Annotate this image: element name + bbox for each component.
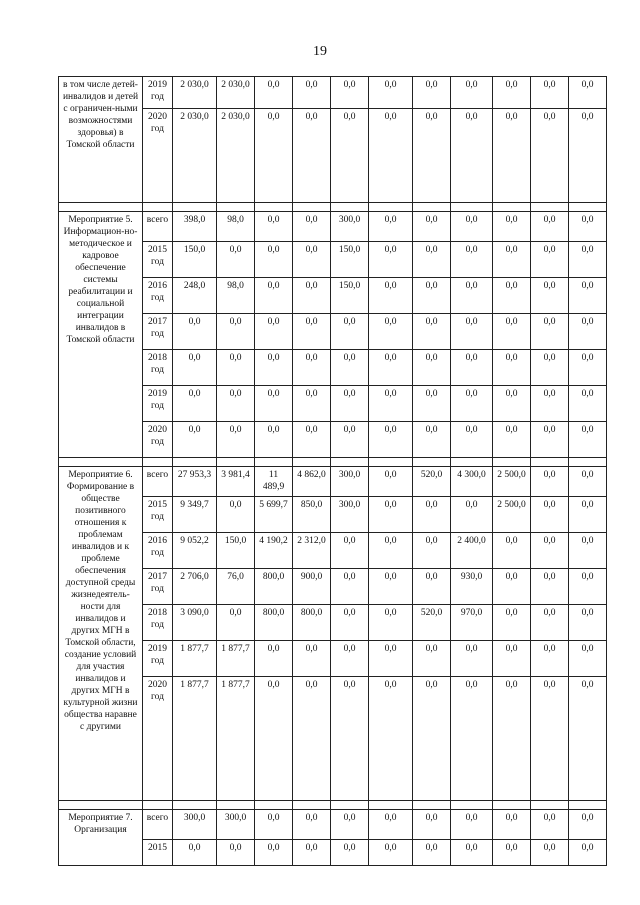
value-cell: 0,0: [217, 350, 255, 386]
measure-label: Мероприятие 6. Формирование в обществе позитивного отношения к проблемам инвалидов и к проблеме обеспечения доступной среды жизнедеятель-ности для инвалидов и других МГН в Томской области, создание условий для участия инвалидов и других МГН в культурной жизни общества наравне с другими: [59, 467, 143, 801]
value-cell: 0,0: [451, 497, 493, 533]
value-cell: 0,0: [569, 641, 607, 677]
value-cell: 0,0: [531, 677, 569, 801]
value-cell: 0,0: [451, 641, 493, 677]
value-cell: 2 500,0: [493, 497, 531, 533]
value-cell: 0,0: [217, 386, 255, 422]
value-cell: 0,0: [293, 386, 331, 422]
value-cell: 300,0: [331, 467, 369, 497]
value-cell: 0,0: [369, 386, 413, 422]
value-cell: 0,0: [293, 422, 331, 458]
value-cell: 0,0: [451, 677, 493, 801]
value-cell: 150,0: [331, 278, 369, 314]
value-cell: 800,0: [255, 569, 293, 605]
value-cell: 0,0: [493, 77, 531, 109]
value-cell: 0,0: [569, 497, 607, 533]
value-cell: 0,0: [331, 386, 369, 422]
value-cell: 0,0: [493, 810, 531, 840]
value-cell: 0,0: [493, 840, 531, 866]
value-cell: 0,0: [255, 212, 293, 242]
table-row: [59, 77, 607, 109]
value-cell: 0,0: [569, 350, 607, 386]
value-cell: 0,0: [413, 242, 451, 278]
value-cell: 300,0: [173, 810, 217, 840]
value-cell: 0,0: [493, 212, 531, 242]
value-cell: 970,0: [451, 605, 493, 641]
value-cell: 0,0: [173, 386, 217, 422]
page-number: 19: [313, 44, 327, 59]
value-cell: 0,0: [331, 641, 369, 677]
value-cell: 0,0: [451, 810, 493, 840]
value-cell: 0,0: [531, 641, 569, 677]
value-cell: 2 030,0: [217, 109, 255, 203]
value-cell: 0,0: [493, 677, 531, 801]
value-cell: 0,0: [331, 840, 369, 866]
year-cell: всего: [143, 467, 173, 497]
value-cell: 0,0: [413, 677, 451, 801]
value-cell: 900,0: [293, 569, 331, 605]
value-cell: 0,0: [413, 641, 451, 677]
value-cell: 850,0: [293, 497, 331, 533]
value-cell: 4 862,0: [293, 467, 331, 497]
value-cell: 0,0: [331, 533, 369, 569]
value-cell: 0,0: [569, 422, 607, 458]
value-cell: 300,0: [331, 212, 369, 242]
value-cell: 0,0: [413, 350, 451, 386]
year-cell: всего: [143, 212, 173, 242]
value-cell: 0,0: [451, 242, 493, 278]
value-cell: 0,0: [369, 677, 413, 801]
value-cell: 0,0: [255, 350, 293, 386]
value-cell: 11 489,9: [255, 467, 293, 497]
value-cell: 248,0: [173, 278, 217, 314]
value-cell: 0,0: [569, 212, 607, 242]
value-cell: 0,0: [369, 840, 413, 866]
value-cell: 2 030,0: [173, 109, 217, 203]
year-cell: 2020 год: [143, 422, 173, 458]
value-cell: 0,0: [173, 350, 217, 386]
value-cell: 0,0: [531, 109, 569, 203]
value-cell: 76,0: [217, 569, 255, 605]
value-cell: 0,0: [569, 467, 607, 497]
value-cell: 9 052,2: [173, 533, 217, 569]
value-cell: 0,0: [369, 109, 413, 203]
value-cell: 0,0: [569, 77, 607, 109]
value-cell: 0,0: [493, 242, 531, 278]
value-cell: 150,0: [217, 533, 255, 569]
value-cell: 0,0: [369, 77, 413, 109]
value-cell: 0,0: [531, 497, 569, 533]
value-cell: 0,0: [493, 605, 531, 641]
value-cell: 0,0: [569, 278, 607, 314]
value-cell: 0,0: [451, 109, 493, 203]
value-cell: 0,0: [451, 314, 493, 350]
value-cell: 0,0: [413, 314, 451, 350]
value-cell: 150,0: [331, 242, 369, 278]
value-cell: 0,0: [531, 422, 569, 458]
value-cell: 0,0: [569, 533, 607, 569]
value-cell: 0,0: [293, 242, 331, 278]
value-cell: 0,0: [331, 605, 369, 641]
value-cell: 0,0: [413, 840, 451, 866]
value-cell: 0,0: [413, 569, 451, 605]
value-cell: 800,0: [293, 605, 331, 641]
value-cell: 0,0: [293, 350, 331, 386]
value-cell: 0,0: [293, 278, 331, 314]
block-separator: [59, 801, 607, 810]
value-cell: 0,0: [217, 497, 255, 533]
value-cell: 800,0: [255, 605, 293, 641]
value-cell: 0,0: [493, 641, 531, 677]
value-cell: 2 030,0: [173, 77, 217, 109]
value-cell: 0,0: [255, 840, 293, 866]
value-cell: 0,0: [493, 350, 531, 386]
value-cell: 0,0: [255, 314, 293, 350]
value-cell: 4 300,0: [451, 467, 493, 497]
value-cell: 0,0: [369, 569, 413, 605]
value-cell: 0,0: [293, 212, 331, 242]
value-cell: 0,0: [569, 569, 607, 605]
value-cell: 1 877,7: [217, 677, 255, 801]
value-cell: 0,0: [217, 314, 255, 350]
value-cell: 0,0: [255, 677, 293, 801]
value-cell: 98,0: [217, 278, 255, 314]
value-cell: 0,0: [569, 810, 607, 840]
value-cell: 0,0: [413, 386, 451, 422]
value-cell: 0,0: [531, 212, 569, 242]
value-cell: 0,0: [451, 350, 493, 386]
value-cell: 0,0: [493, 109, 531, 203]
value-cell: 2 706,0: [173, 569, 217, 605]
year-cell: 2015 год: [143, 242, 173, 278]
value-cell: 0,0: [531, 605, 569, 641]
value-cell: 0,0: [531, 278, 569, 314]
value-cell: 0,0: [531, 386, 569, 422]
value-cell: 0,0: [293, 677, 331, 801]
value-cell: 0,0: [331, 77, 369, 109]
value-cell: 0,0: [173, 422, 217, 458]
year-cell: 2015 год: [143, 497, 173, 533]
value-cell: 0,0: [451, 212, 493, 242]
value-cell: 0,0: [451, 422, 493, 458]
value-cell: 0,0: [369, 314, 413, 350]
value-cell: 0,0: [217, 242, 255, 278]
value-cell: 1 877,7: [173, 641, 217, 677]
value-cell: 0,0: [255, 386, 293, 422]
year-cell: 2016 год: [143, 533, 173, 569]
value-cell: 0,0: [255, 422, 293, 458]
value-cell: 0,0: [255, 278, 293, 314]
value-cell: 0,0: [569, 314, 607, 350]
value-cell: 0,0: [493, 422, 531, 458]
table-row: [59, 810, 607, 840]
value-cell: 0,0: [331, 314, 369, 350]
year-cell: 2019 год: [143, 641, 173, 677]
value-cell: 0,0: [413, 212, 451, 242]
value-cell: 0,0: [451, 77, 493, 109]
measure-label: в том числе детей-инвалидов и детей с ограничен-ными возможностями здоровья) в Томской области: [59, 77, 143, 203]
value-cell: 0,0: [331, 109, 369, 203]
value-cell: 0,0: [531, 840, 569, 866]
value-cell: 0,0: [493, 533, 531, 569]
value-cell: 2 500,0: [493, 467, 531, 497]
value-cell: 0,0: [331, 350, 369, 386]
value-cell: 0,0: [569, 386, 607, 422]
value-cell: 0,0: [493, 386, 531, 422]
value-cell: 0,0: [531, 242, 569, 278]
value-cell: 0,0: [413, 422, 451, 458]
year-cell: 2017 год: [143, 314, 173, 350]
value-cell: 398,0: [173, 212, 217, 242]
value-cell: 0,0: [293, 840, 331, 866]
value-cell: 0,0: [293, 77, 331, 109]
value-cell: 0,0: [255, 242, 293, 278]
value-cell: 0,0: [413, 109, 451, 203]
value-cell: 0,0: [255, 810, 293, 840]
value-cell: 0,0: [531, 77, 569, 109]
value-cell: 0,0: [369, 810, 413, 840]
value-cell: 2 312,0: [293, 533, 331, 569]
value-cell: 0,0: [569, 605, 607, 641]
value-cell: 0,0: [531, 810, 569, 840]
block-separator: [59, 203, 607, 212]
value-cell: 0,0: [369, 605, 413, 641]
value-cell: 0,0: [255, 109, 293, 203]
value-cell: 0,0: [413, 497, 451, 533]
year-cell: 2019 год: [143, 77, 173, 109]
value-cell: 98,0: [217, 212, 255, 242]
value-cell: 0,0: [217, 605, 255, 641]
value-cell: 0,0: [331, 810, 369, 840]
year-cell: 2020 год: [143, 677, 173, 801]
value-cell: 0,0: [255, 641, 293, 677]
year-cell: 2016 год: [143, 278, 173, 314]
value-cell: 520,0: [413, 605, 451, 641]
value-cell: 0,0: [569, 242, 607, 278]
value-cell: 0,0: [217, 840, 255, 866]
value-cell: 0,0: [369, 422, 413, 458]
value-cell: 9 349,7: [173, 497, 217, 533]
value-cell: 0,0: [331, 677, 369, 801]
value-cell: 0,0: [331, 422, 369, 458]
value-cell: 0,0: [413, 533, 451, 569]
year-cell: всего: [143, 810, 173, 840]
value-cell: 520,0: [413, 467, 451, 497]
value-cell: 0,0: [493, 278, 531, 314]
value-cell: 0,0: [173, 314, 217, 350]
value-cell: 0,0: [569, 840, 607, 866]
value-cell: 0,0: [331, 569, 369, 605]
value-cell: 0,0: [531, 350, 569, 386]
value-cell: 2 030,0: [217, 77, 255, 109]
value-cell: 1 877,7: [173, 677, 217, 801]
value-cell: 0,0: [451, 840, 493, 866]
value-cell: 2 400,0: [451, 533, 493, 569]
value-cell: 3 981,4: [217, 467, 255, 497]
table-row: [59, 212, 607, 242]
value-cell: 0,0: [369, 242, 413, 278]
value-cell: 0,0: [293, 109, 331, 203]
value-cell: 300,0: [331, 497, 369, 533]
value-cell: 0,0: [531, 569, 569, 605]
year-cell: 2018 год: [143, 350, 173, 386]
value-cell: 150,0: [173, 242, 217, 278]
value-cell: 0,0: [569, 677, 607, 801]
year-cell: 2019 год: [143, 386, 173, 422]
value-cell: 0,0: [293, 641, 331, 677]
value-cell: 1 877,7: [217, 641, 255, 677]
value-cell: 5 699,7: [255, 497, 293, 533]
value-cell: 0,0: [369, 641, 413, 677]
year-cell: 2018 год: [143, 605, 173, 641]
value-cell: 0,0: [293, 314, 331, 350]
value-cell: 0,0: [413, 77, 451, 109]
value-cell: 0,0: [369, 533, 413, 569]
value-cell: 300,0: [217, 810, 255, 840]
value-cell: 0,0: [451, 278, 493, 314]
value-cell: 0,0: [531, 533, 569, 569]
block-separator: [59, 458, 607, 467]
value-cell: 0,0: [369, 350, 413, 386]
value-cell: 0,0: [413, 278, 451, 314]
value-cell: 0,0: [255, 77, 293, 109]
value-cell: 930,0: [451, 569, 493, 605]
year-cell: 2015: [143, 840, 173, 866]
value-cell: 0,0: [369, 278, 413, 314]
value-cell: 0,0: [217, 422, 255, 458]
year-cell: 2020 год: [143, 109, 173, 203]
value-cell: 0,0: [369, 212, 413, 242]
value-cell: 0,0: [451, 386, 493, 422]
value-cell: 0,0: [569, 109, 607, 203]
measure-label: Мероприятие 7. Организация: [59, 810, 143, 866]
table-row: [59, 467, 607, 497]
value-cell: 27 953,3: [173, 467, 217, 497]
value-cell: 4 190,2: [255, 533, 293, 569]
value-cell: 0,0: [293, 810, 331, 840]
measure-label: Мероприятие 5. Информацион-но-методическое и кадровое обеспечение системы реабилитации и социальной интеграции инвалидов в Томской области: [59, 212, 143, 458]
value-cell: 0,0: [531, 314, 569, 350]
value-cell: 0,0: [531, 467, 569, 497]
year-cell: 2017 год: [143, 569, 173, 605]
value-cell: 0,0: [493, 569, 531, 605]
budget-table: [58, 76, 607, 866]
value-cell: 0,0: [493, 314, 531, 350]
value-cell: 3 090,0: [173, 605, 217, 641]
value-cell: 0,0: [369, 467, 413, 497]
value-cell: 0,0: [369, 497, 413, 533]
value-cell: 0,0: [173, 840, 217, 866]
value-cell: 0,0: [413, 810, 451, 840]
